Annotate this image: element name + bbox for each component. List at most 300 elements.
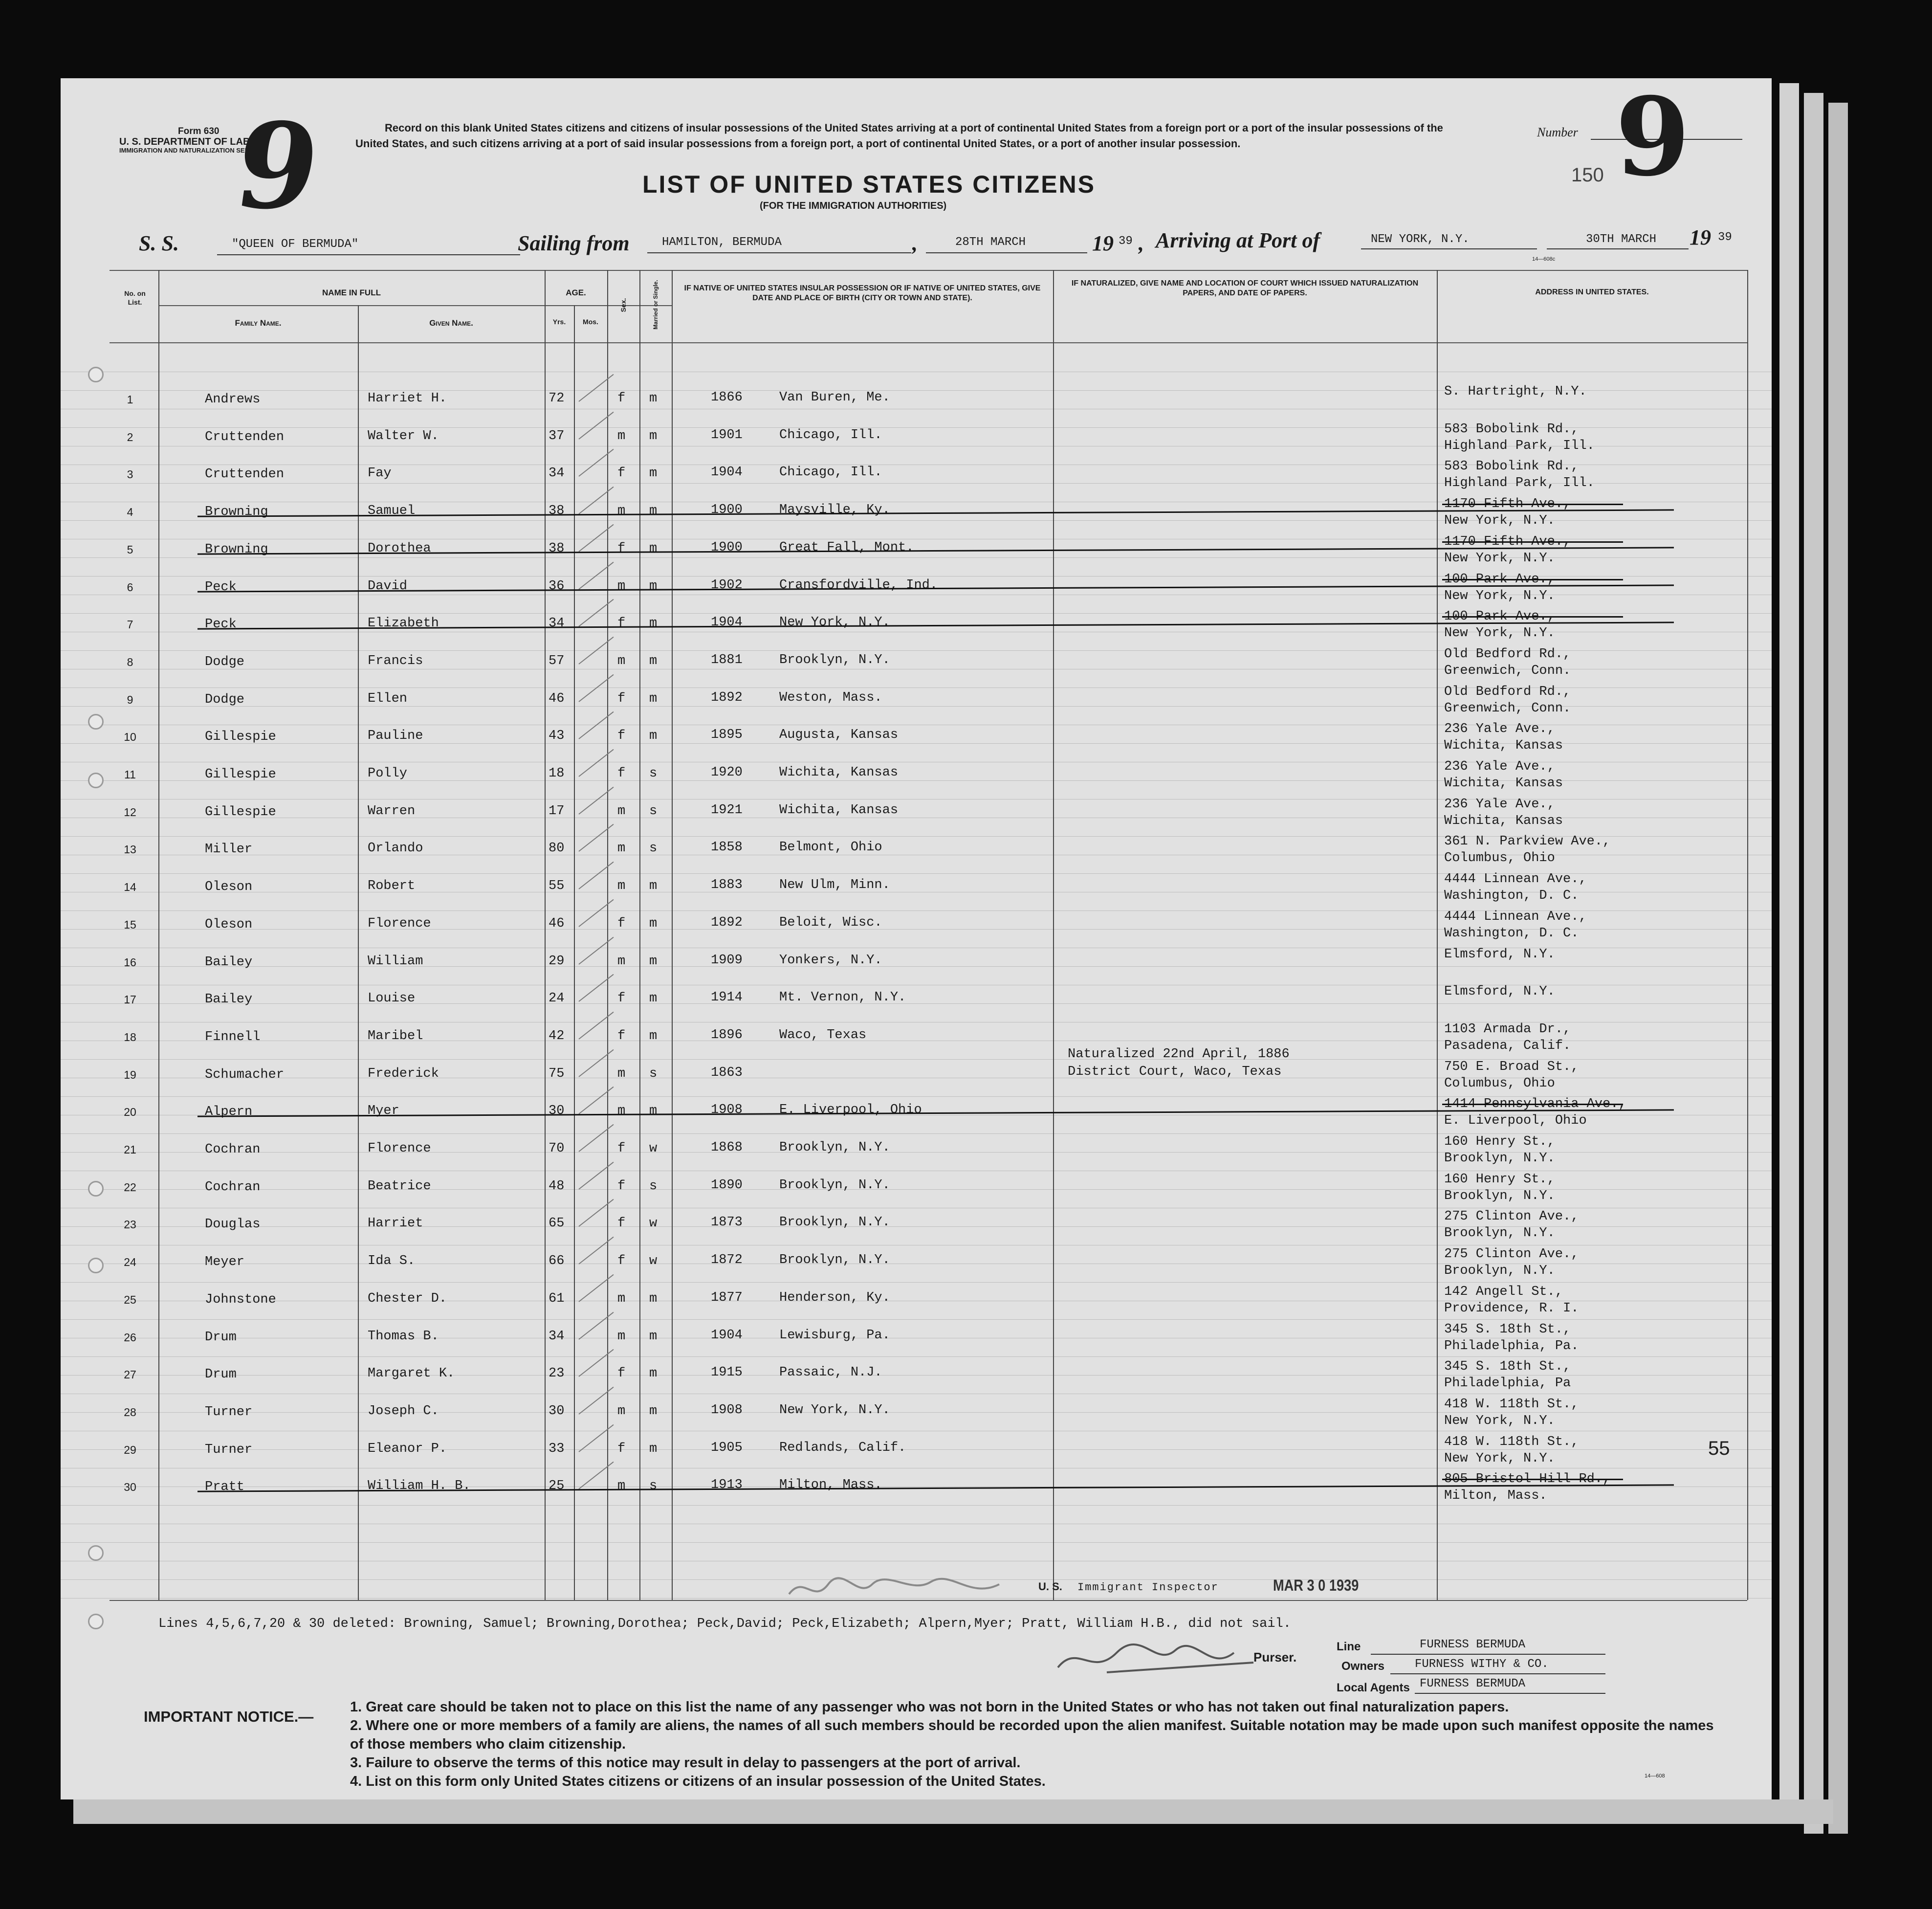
age-years: 36 xyxy=(549,578,565,594)
given-name: Fay xyxy=(368,466,392,481)
birth-place: New Ulm, Minn. xyxy=(779,878,890,893)
address-line-2: Highland Park, Ill. xyxy=(1444,476,1595,491)
sex: m xyxy=(617,803,626,819)
address-line-1: Elmsford, N.Y. xyxy=(1444,984,1555,999)
family-name: Peck xyxy=(205,579,237,595)
family-name: Cruttenden xyxy=(205,429,285,444)
birth-year: 1890 xyxy=(711,1177,743,1193)
marital-status: s xyxy=(649,841,658,856)
header-married-single: Married or Single. xyxy=(652,280,659,330)
family-name: Douglas xyxy=(205,1217,261,1232)
check-tick xyxy=(578,936,614,964)
page-subtitle: (FOR THE IMMIGRATION AUTHORITIES) xyxy=(760,200,947,211)
owners-value: FURNESS WITHY & CO. xyxy=(1415,1658,1549,1671)
sex: f xyxy=(617,1216,626,1231)
address-line-1: 583 Bobolink Rd., xyxy=(1444,459,1579,474)
birth-place: Chicago, Ill. xyxy=(779,427,882,443)
row-number: 14 xyxy=(124,881,136,894)
purser-label: Purser. xyxy=(1253,1650,1297,1665)
stacked-page-edge xyxy=(1828,103,1848,1834)
check-tick xyxy=(578,411,614,439)
sailing-from-label: Sailing from xyxy=(518,231,630,255)
check-tick xyxy=(578,711,614,739)
family-name: Drum xyxy=(205,1330,237,1345)
sex: m xyxy=(617,428,626,444)
family-name: Drum xyxy=(205,1367,237,1382)
birth-year: 1900 xyxy=(711,540,743,555)
family-name: Cochran xyxy=(205,1142,261,1157)
birth-place: E. Liverpool, Ohio xyxy=(779,1103,922,1118)
header-sex: Sex. xyxy=(619,298,627,312)
family-name: Bailey xyxy=(205,992,253,1007)
owners-underline xyxy=(1390,1673,1605,1674)
given-name: Florence xyxy=(368,916,431,931)
notice-heading-text: IMPORTANT NOTICE. xyxy=(144,1708,299,1725)
inspector-prefix: U. S. xyxy=(1038,1580,1062,1593)
row-number: 21 xyxy=(124,1143,136,1156)
binder-hole xyxy=(88,1258,104,1273)
birth-year: 1901 xyxy=(711,427,743,443)
given-name: Myer xyxy=(368,1104,399,1119)
marital-status: s xyxy=(649,766,658,781)
address-line-1: 418 W. 118th St., xyxy=(1444,1434,1579,1449)
sex: f xyxy=(617,1254,626,1269)
given-name: Harriet xyxy=(368,1216,423,1231)
form-number: Form 630 xyxy=(178,126,220,136)
check-tick xyxy=(578,786,614,814)
family-name: Bailey xyxy=(205,954,253,970)
marital-status: s xyxy=(649,1178,658,1194)
sex: f xyxy=(617,541,626,556)
birth-place: Weston, Mass. xyxy=(779,690,882,705)
family-name: Gillespie xyxy=(205,804,276,820)
marital-status: m xyxy=(649,729,658,744)
ship-underline xyxy=(217,254,520,255)
line-underline xyxy=(1371,1654,1605,1655)
sex: m xyxy=(617,1403,626,1419)
sex: m xyxy=(617,1291,626,1306)
row-number: 17 xyxy=(124,993,136,1006)
family-name: Browning xyxy=(205,542,268,557)
ss-label: S. S. xyxy=(139,231,179,255)
col-divider xyxy=(1437,270,1438,1600)
ruled-line xyxy=(61,1282,1772,1283)
row-number: 7 xyxy=(127,618,133,631)
family-name: Gillespie xyxy=(205,767,276,782)
ruled-line xyxy=(61,1003,1772,1004)
marital-status: m xyxy=(649,916,658,931)
address-strike-line xyxy=(1442,504,1623,505)
birth-year: 1868 xyxy=(711,1140,743,1155)
ruled-line xyxy=(61,1319,1772,1320)
address-line-1: 275 Clinton Ave., xyxy=(1444,1247,1579,1262)
row-number: 24 xyxy=(124,1256,136,1269)
birth-place: Wichita, Kansas xyxy=(779,765,899,780)
number-label: Number xyxy=(1537,125,1578,139)
age-years: 38 xyxy=(549,541,565,556)
family-name: Turner xyxy=(205,1442,253,1457)
row-number: 20 xyxy=(124,1106,136,1119)
sailing-port: HAMILTON, BERMUDA xyxy=(662,236,782,249)
sailing-port-underline xyxy=(647,252,911,253)
given-name: Maribel xyxy=(368,1028,423,1043)
check-tick xyxy=(578,1462,614,1489)
given-name: Robert xyxy=(368,879,416,894)
age-years: 38 xyxy=(549,504,565,519)
notice-item-3: 3. Failure to observe the terms of this notice may result in delay to passengers at the port of arrival. xyxy=(350,1755,1021,1771)
given-name: Joseph C. xyxy=(368,1403,439,1419)
family-name: Cochran xyxy=(205,1179,261,1195)
birth-year: 1909 xyxy=(711,953,743,968)
sex: m xyxy=(617,879,626,894)
print-code: 14—608c xyxy=(1532,256,1556,262)
col-divider xyxy=(574,305,575,1601)
header-given-name: Given Name. xyxy=(429,318,473,328)
age-years: 66 xyxy=(549,1254,565,1269)
check-tick xyxy=(578,1161,614,1189)
address-line-1: 142 Angell St., xyxy=(1444,1284,1563,1299)
birth-place: Passaic, N.J. xyxy=(779,1365,882,1380)
check-tick xyxy=(578,862,614,889)
handwritten-page-number-left: 9 xyxy=(227,97,328,235)
address-line-1: 1103 Armada Dr., xyxy=(1444,1021,1571,1037)
birth-year: 1913 xyxy=(711,1478,743,1493)
birth-place: Brooklyn, N.Y. xyxy=(779,652,890,667)
birth-place: Brooklyn, N.Y. xyxy=(779,1177,890,1193)
ruled-line xyxy=(61,1505,1772,1506)
marital-status: m xyxy=(649,1403,658,1419)
given-name: Chester D. xyxy=(368,1291,447,1306)
family-name: Schumacher xyxy=(205,1067,285,1082)
address-line-2: Brooklyn, N.Y. xyxy=(1444,1226,1555,1241)
marital-status: m xyxy=(649,541,658,556)
row-number: 9 xyxy=(127,693,133,706)
col-divider xyxy=(607,270,608,1600)
check-tick xyxy=(578,449,614,477)
check-tick xyxy=(578,1424,614,1452)
address-line-1: Elmsford, N.Y. xyxy=(1444,947,1555,962)
col-divider xyxy=(1747,270,1748,1600)
age-years: 43 xyxy=(549,729,565,744)
marital-status: m xyxy=(649,428,658,444)
birth-place: Brooklyn, N.Y. xyxy=(779,1140,890,1155)
ruled-line xyxy=(61,1356,1772,1357)
marital-status: m xyxy=(649,691,658,706)
birth-place: Yonkers, N.Y. xyxy=(779,953,882,968)
family-name: Finnell xyxy=(205,1029,261,1044)
address-line-1: 100 Park Ave., xyxy=(1444,572,1555,587)
birth-place: Van Buren, Me. xyxy=(779,390,890,405)
age-years: 33 xyxy=(549,1441,565,1456)
age-years: 75 xyxy=(549,1066,565,1081)
family-name: Johnstone xyxy=(205,1292,276,1307)
check-tick xyxy=(578,1311,614,1339)
marital-status: s xyxy=(649,1066,658,1081)
birth-year: 1914 xyxy=(711,990,743,1005)
birth-year: 1892 xyxy=(711,915,743,930)
address-line-1: 160 Henry St., xyxy=(1444,1172,1555,1187)
marital-status: m xyxy=(649,1329,658,1344)
marital-status: m xyxy=(649,1291,658,1306)
address-line-1: 750 E. Broad St., xyxy=(1444,1059,1579,1074)
check-tick xyxy=(578,824,614,852)
given-name: Warren xyxy=(368,803,416,819)
arrival-year: 39 xyxy=(1718,231,1732,244)
birth-year: 1883 xyxy=(711,878,743,893)
address-line-2: Wichita, Kansas xyxy=(1444,738,1563,754)
naturalization-line-1: Naturalized 22nd April, 1886 xyxy=(1068,1046,1290,1062)
address-line-2: Greenwich, Conn. xyxy=(1444,701,1571,716)
check-tick xyxy=(578,487,614,514)
sex: f xyxy=(617,729,626,744)
birth-year: 1921 xyxy=(711,802,743,818)
birth-place: New York, N.Y. xyxy=(779,1402,890,1418)
notice-item-2: 2. Where one or more members of a family are aliens, the names of all such members should be recorded upon the alien manifest. Suitable notation may be made upon such manifest opposite the names of those members who claim citizenship. xyxy=(350,1718,1714,1752)
age-years: 34 xyxy=(549,466,565,481)
stamped-sequence-number: 150 xyxy=(1571,164,1604,186)
given-name: William H. B. xyxy=(368,1479,471,1494)
family-name: Meyer xyxy=(205,1255,245,1270)
marital-status: m xyxy=(649,466,658,481)
given-name: William xyxy=(368,954,423,969)
family-name: Browning xyxy=(205,505,268,520)
address-line-1: 100 Park Ave., xyxy=(1444,609,1555,624)
check-tick xyxy=(578,561,614,589)
address-line-2: Milton, Mass. xyxy=(1444,1488,1547,1504)
row-number: 27 xyxy=(124,1368,136,1381)
age-years: 57 xyxy=(549,653,565,668)
age-years: 48 xyxy=(549,1178,565,1194)
given-name: Harriet H. xyxy=(368,391,447,406)
row-number: 8 xyxy=(127,655,133,668)
arrival-port-underline xyxy=(1361,248,1537,249)
comma: , xyxy=(912,231,918,255)
local-agents-value: FURNESS BERMUDA xyxy=(1420,1677,1526,1690)
age-years: 46 xyxy=(549,916,565,931)
binder-hole xyxy=(88,1181,104,1197)
department-name: U. S. DEPARTMENT OF LABOR xyxy=(119,136,265,147)
col-divider xyxy=(358,305,359,1601)
given-name: Thomas B. xyxy=(368,1329,439,1344)
marital-status: w xyxy=(649,1254,658,1269)
address-line-2: Brooklyn, N.Y. xyxy=(1444,1264,1555,1279)
row-number: 13 xyxy=(124,843,136,856)
age-years: 42 xyxy=(549,1028,565,1043)
birth-place: Mt. Vernon, N.Y. xyxy=(779,990,906,1005)
address-line-1: 275 Clinton Ave., xyxy=(1444,1209,1579,1224)
given-name: David xyxy=(368,578,408,594)
sex: m xyxy=(617,1479,626,1494)
header-address: ADDRESS IN UNITED STATES. xyxy=(1535,288,1649,296)
sex: f xyxy=(617,466,626,481)
check-tick xyxy=(578,1049,614,1077)
sex: f xyxy=(617,1366,626,1381)
marital-status: m xyxy=(649,504,658,519)
header-naturalized: IF NATURALIZED, GIVE NAME AND LOCATION OF COURT WHICH ISSUED NATURALIZATION PAPERS, AND DATE OF PAPERS. xyxy=(1071,279,1419,297)
inspector-label: Immigrant Inspector xyxy=(1077,1581,1219,1594)
address-line-2: New York, N.Y. xyxy=(1444,551,1555,566)
birth-year: 1877 xyxy=(711,1290,743,1305)
birth-year: 1915 xyxy=(711,1365,743,1380)
given-name: Samuel xyxy=(368,504,416,519)
given-name: Ellen xyxy=(368,691,408,706)
row-number: 29 xyxy=(124,1443,136,1456)
naturalization-line-2: District Court, Waco, Texas xyxy=(1068,1064,1282,1079)
sex: m xyxy=(617,1104,626,1119)
birth-year: 1908 xyxy=(711,1402,743,1418)
marital-status: m xyxy=(649,1441,658,1456)
sex: f xyxy=(617,766,626,781)
ship-name: "QUEEN OF BERMUDA" xyxy=(232,238,359,251)
sex: m xyxy=(617,578,626,594)
age-years: 46 xyxy=(549,691,565,706)
birth-place: Chicago, Ill. xyxy=(779,465,882,480)
address-line-2: Brooklyn, N.Y. xyxy=(1444,1188,1555,1203)
family-name: Oleson xyxy=(205,917,253,932)
marital-status: m xyxy=(649,616,658,631)
ruled-line xyxy=(61,1449,1772,1450)
birth-year: 1866 xyxy=(711,390,743,405)
address-line-1: 583 Bobolink Rd., xyxy=(1444,422,1579,437)
address-strike-line xyxy=(1442,1104,1623,1105)
check-tick xyxy=(578,1199,614,1227)
given-name: Pauline xyxy=(368,729,423,744)
age-years: 80 xyxy=(549,841,565,856)
address-line-2: New York, N.Y. xyxy=(1444,1451,1555,1466)
inspector-signature xyxy=(784,1570,1029,1609)
check-tick xyxy=(578,749,614,777)
given-name: Francis xyxy=(368,653,423,668)
birth-place: Waco, Texas xyxy=(779,1027,867,1043)
row-number: 11 xyxy=(124,768,136,781)
marital-status: m xyxy=(649,578,658,594)
birth-year: 1873 xyxy=(711,1215,743,1230)
row-number: 12 xyxy=(124,805,136,819)
age-years: 70 xyxy=(549,1141,565,1156)
address-line-2: Providence, R. I. xyxy=(1444,1301,1579,1316)
sex: f xyxy=(617,991,626,1006)
page-title: LIST OF UNITED STATES CITIZENS xyxy=(642,171,1096,198)
sailing-date-underline xyxy=(926,252,1087,253)
marital-status: w xyxy=(649,1141,658,1156)
row-number: 30 xyxy=(124,1481,136,1494)
row-number: 22 xyxy=(124,1180,136,1194)
arrival-port: NEW YORK, N.Y. xyxy=(1371,233,1470,246)
owners-label: Owners xyxy=(1341,1660,1385,1673)
age-years: 37 xyxy=(549,428,565,444)
address-strike-line xyxy=(1442,541,1623,543)
header-name-in-full: NAME IN FULL xyxy=(322,288,381,297)
ruled-line xyxy=(61,1133,1772,1134)
birth-place: Cransfordville, Ind. xyxy=(779,577,938,593)
row-number: 23 xyxy=(124,1218,136,1231)
notice-item-1: 1. Great care should be taken not to place on this list the name of any passenger who was not born in the United States or who has not taken out final naturalization papers. xyxy=(350,1699,1509,1715)
birth-place: Great Fall, Mont. xyxy=(779,540,914,555)
check-tick xyxy=(578,1087,614,1114)
binder-hole xyxy=(88,714,104,730)
marital-status: m xyxy=(649,954,658,969)
notice-heading: IMPORTANT NOTICE.— xyxy=(144,1708,314,1725)
marital-status: m xyxy=(649,653,658,668)
sex: m xyxy=(617,841,626,856)
header-years: Yrs. xyxy=(552,318,566,326)
marital-status: m xyxy=(649,391,658,406)
sex: m xyxy=(617,1066,626,1081)
ruled-line xyxy=(61,966,1772,967)
marital-status: w xyxy=(649,1216,658,1231)
comma: , xyxy=(1139,231,1144,255)
address-line-1: 160 Henry St., xyxy=(1444,1134,1555,1149)
header-family-name: Family Name. xyxy=(235,318,282,328)
sex: m xyxy=(617,653,626,668)
age-years: 17 xyxy=(549,803,565,819)
side-number: 55 xyxy=(1708,1438,1730,1459)
age-years: 23 xyxy=(549,1366,565,1381)
arrival-year-prefix: 19 xyxy=(1690,225,1711,249)
age-years: 34 xyxy=(549,1329,565,1344)
marital-status: m xyxy=(649,991,658,1006)
birth-year: 1895 xyxy=(711,728,743,743)
header-months: Mos. xyxy=(583,318,598,326)
address-line-1: 345 S. 18th St., xyxy=(1444,1359,1571,1375)
sex: f xyxy=(617,916,626,931)
given-name: Walter W. xyxy=(368,428,439,444)
given-name: Dorothea xyxy=(368,541,431,556)
age-years: 65 xyxy=(549,1216,565,1231)
birth-place: Augusta, Kansas xyxy=(779,728,899,743)
sex: f xyxy=(617,1141,626,1156)
birth-year: 1904 xyxy=(711,465,743,480)
header-bottom-border xyxy=(110,342,1747,343)
age-years: 24 xyxy=(549,991,565,1006)
birth-year: 1896 xyxy=(711,1027,743,1043)
birth-year: 1908 xyxy=(711,1103,743,1118)
birth-place: New York, N.Y. xyxy=(779,615,890,630)
family-name: Alpern xyxy=(205,1105,253,1120)
check-tick xyxy=(578,1387,614,1415)
binder-hole xyxy=(88,773,104,788)
col-divider xyxy=(639,270,640,1600)
row-number: 25 xyxy=(124,1293,136,1306)
age-years: 30 xyxy=(549,1104,565,1119)
sex: m xyxy=(617,954,626,969)
row-number: 5 xyxy=(127,543,133,556)
address-line-2: Greenwich, Conn. xyxy=(1444,663,1571,678)
given-name: Margaret K. xyxy=(368,1366,455,1381)
birth-year: 1872 xyxy=(711,1253,743,1268)
birth-year: 1902 xyxy=(711,577,743,593)
age-years: 30 xyxy=(549,1403,565,1419)
marital-status: s xyxy=(649,803,658,819)
birth-year: 1863 xyxy=(711,1065,743,1080)
col-divider xyxy=(1053,270,1054,1600)
age-years: 18 xyxy=(549,766,565,781)
check-tick xyxy=(578,899,614,927)
check-tick xyxy=(578,1124,614,1152)
birth-place: Wichita, Kansas xyxy=(779,802,899,818)
birth-place: Beloit, Wisc. xyxy=(779,915,882,930)
birth-place: Brooklyn, N.Y. xyxy=(779,1253,890,1268)
family-name: Dodge xyxy=(205,654,245,669)
sex: f xyxy=(617,1441,626,1456)
address-line-1: 236 Yale Ave., xyxy=(1444,722,1555,737)
address-line-2: Pasadena, Calif. xyxy=(1444,1038,1571,1053)
address-line-1: 345 S. 18th St., xyxy=(1444,1322,1571,1337)
col-divider xyxy=(672,270,673,1600)
sex: f xyxy=(617,1178,626,1194)
address-line-1: 1170 Fifth Ave., xyxy=(1444,497,1571,512)
given-name: Eleanor P. xyxy=(368,1441,447,1456)
